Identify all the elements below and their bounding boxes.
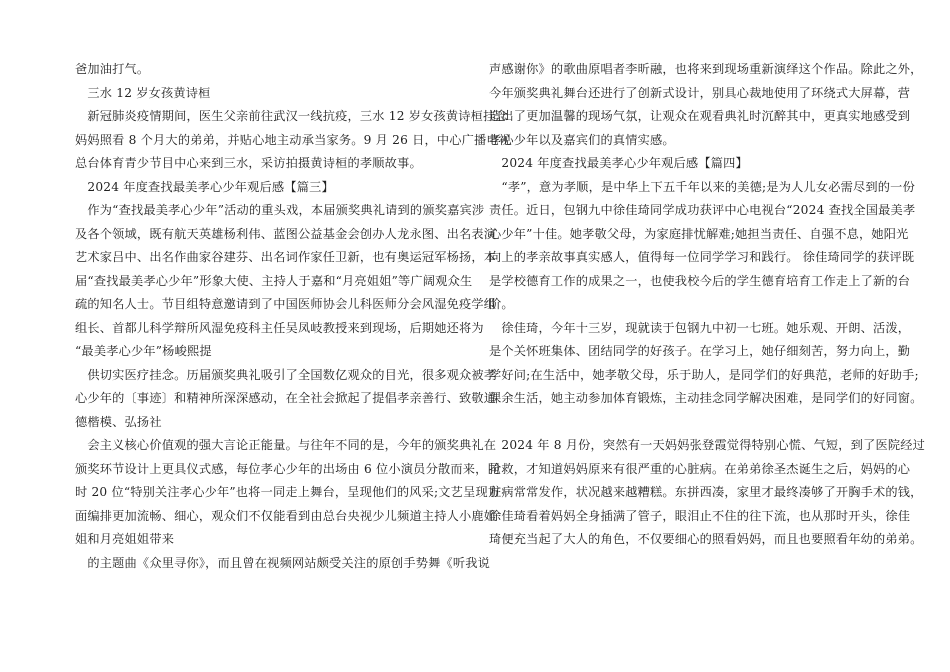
text-line: 届“查找最美孝心少年”形象大使、主持人于嘉和“月亮姐姐”等广阔观众生 [75, 273, 473, 288]
text-line: 徐佳琦看着妈妈全身插满了管子，眼泪止不住的往下流，也从那时开头，徐佳 [489, 508, 911, 523]
text-line: 2024 年度查找最美孝心少年观后感【篇三】 [75, 179, 334, 194]
text-line [489, 411, 881, 435]
text-line: 时 20 位“特别关注孝心少年”也将一同走上舞台，呈现他们的风采;文艺呈现方 [75, 485, 501, 499]
text-line: 面编排更加流畅、细心，观众们不仅能看到由总台央视少儿频道主持人小鹿姐 [75, 508, 497, 523]
text-line: 的主题曲《众里寻你》，而且曾在视频网站颇受关注的原创手势舞《听我说 [75, 555, 491, 570]
text-line: 姐和月亮姐姐带来 [75, 532, 175, 546]
text-line: 向上的孝亲故事真实感人，值得每一位同学学习和践行。 徐佳琦同学的获评既 [489, 250, 915, 264]
text-line: 会主义核心价值观的强大言论正能量。与往年不同的是，今年的颁奖典礼在 [75, 438, 497, 452]
text-line: 艺术家吕中、出名作曲家谷建芬、出名词作家任卫新，也有奥运冠军杨扬，本 [75, 250, 497, 264]
text-line: 三水 12 岁女孩黄诗桓 [75, 85, 211, 100]
text-line: 是个关怀班集体、团结同学的好孩子。在学习上，她仔细刻苦，努力向上，勤 [489, 344, 911, 358]
text-line: 组长、首都儿科学辩所风湿免疫科主任吴凤岐教授来到现场，后期她还将为 [75, 320, 484, 335]
text-line: 2024 年度查找最美孝心少年观后感【篇四】 [489, 156, 748, 170]
text-line: 颁奖环节设计上更具仪式感，每位孝心少年的出场由 6 位小演员分散而来，同 [75, 461, 500, 476]
text-line: 心少年”十佳。她孝敬父母，为家庭排忧解难;她担当责任、自强不息，她阳光 [489, 226, 909, 241]
text-line: 2024 年 8 月份，突然有一天妈妈张登霞觉得特别心慌、气短，到了医院经过 [489, 438, 926, 452]
text-line: 心少年的〔事迹〕和精神所深深感动，在全社会掀起了提倡孝亲善行、致敬道 [75, 391, 497, 405]
text-line: 琦便充当起了大人的角色，不仅要细心的照看妈妈，而且也要照看年幼的弟弟。 [489, 532, 923, 546]
text-line: 抢救，才知道妈妈原来有很严重的心脏病。在弟弟徐圣杰诞生之后，妈妈的心 [489, 461, 911, 476]
text-line: 爸加油打气。 [75, 62, 150, 76]
text-line: “最美孝心少年”杨峻熙提 [75, 344, 212, 358]
text-line: 是学校德育工作的成果之一，也使我校今后的学生德育培育工作走上了新的台 [489, 273, 911, 288]
text-line: 责任。近日，包钢九中徐佳琦同学成功获评中心电视台“2024 查找全国最美孝 [489, 203, 916, 217]
text-line: 德楷模、弘扬社 [75, 414, 162, 429]
text-line: 阶。 [489, 297, 514, 311]
text-line: 新冠肺炎疫情期间，医生父亲前往武汉一线抗疫，三水 12 岁女孩黄诗桓挂念 [75, 109, 508, 123]
text-line: 徐佳琦，今年十三岁，现就读于包钢九中初一七班。她乐观、开朗、活泼， [489, 320, 911, 335]
text-line: “孝”，意为孝顺，是中华上下五千年以来的美德;是为人儿女必需尽到的一份 [489, 179, 915, 194]
text-line: 今年颁奖典礼舞台还进行了创新式设计，别具心裁地使用了环绕式大屏幕，营 [489, 85, 911, 100]
text-line: 学好问;在生活中，她孝敬父母，乐于助人，是同学们的好典范，老师的好助手; [489, 367, 919, 382]
text-line: 孝心少年以及嘉宾们的真情实感。 [489, 132, 675, 147]
text-line: 及各个领域，既有航天英雄杨利伟、蓝图公益基金会创办人龙永图、出名表演 [75, 226, 497, 241]
text-line: 总台体育青少节目中心来到三水，采访拍摄黄诗桓的孝顺故事。 [75, 156, 422, 170]
text-line: 脏病常常发作，状况越来越糟糕。东拼西凑，家里才最终凑够了开胸手术的钱， [489, 485, 923, 499]
text-line: 造出了更加温馨的现场气氛，让观众在观看典礼时沉醉其中，更真实地感受到 [489, 109, 911, 123]
text-line: 供切实医疗挂念。历届颁奖典礼吸引了全国数亿观众的目光，很多观众被孝 [75, 367, 497, 382]
right-text-column [489, 58, 926, 552]
text-line: 作为“查找最美孝心少年”活动的重头戏，本届颁奖典礼请到的颁奖嘉宾涉 [75, 203, 485, 217]
text-line: 妈妈照看 8 个月大的弟弟，并贴心地主动承当家务。9 月 26 日，中心广播电视 [75, 132, 512, 147]
left-text-column [75, 58, 512, 575]
text-line: 声感谢你》的歌曲原唱者李昕融，也将来到现场重新演绎这个作品。除此之外， [489, 62, 923, 76]
text-line: 课余生活，她主动参加体育锻炼，主动挂念同学解决困难，是同学们的好同窗。 [489, 391, 923, 405]
text-line: 疏的知名人士。节目组特意邀请到了中国医师协会儿科医师分会风湿免疫学组 [75, 297, 497, 311]
